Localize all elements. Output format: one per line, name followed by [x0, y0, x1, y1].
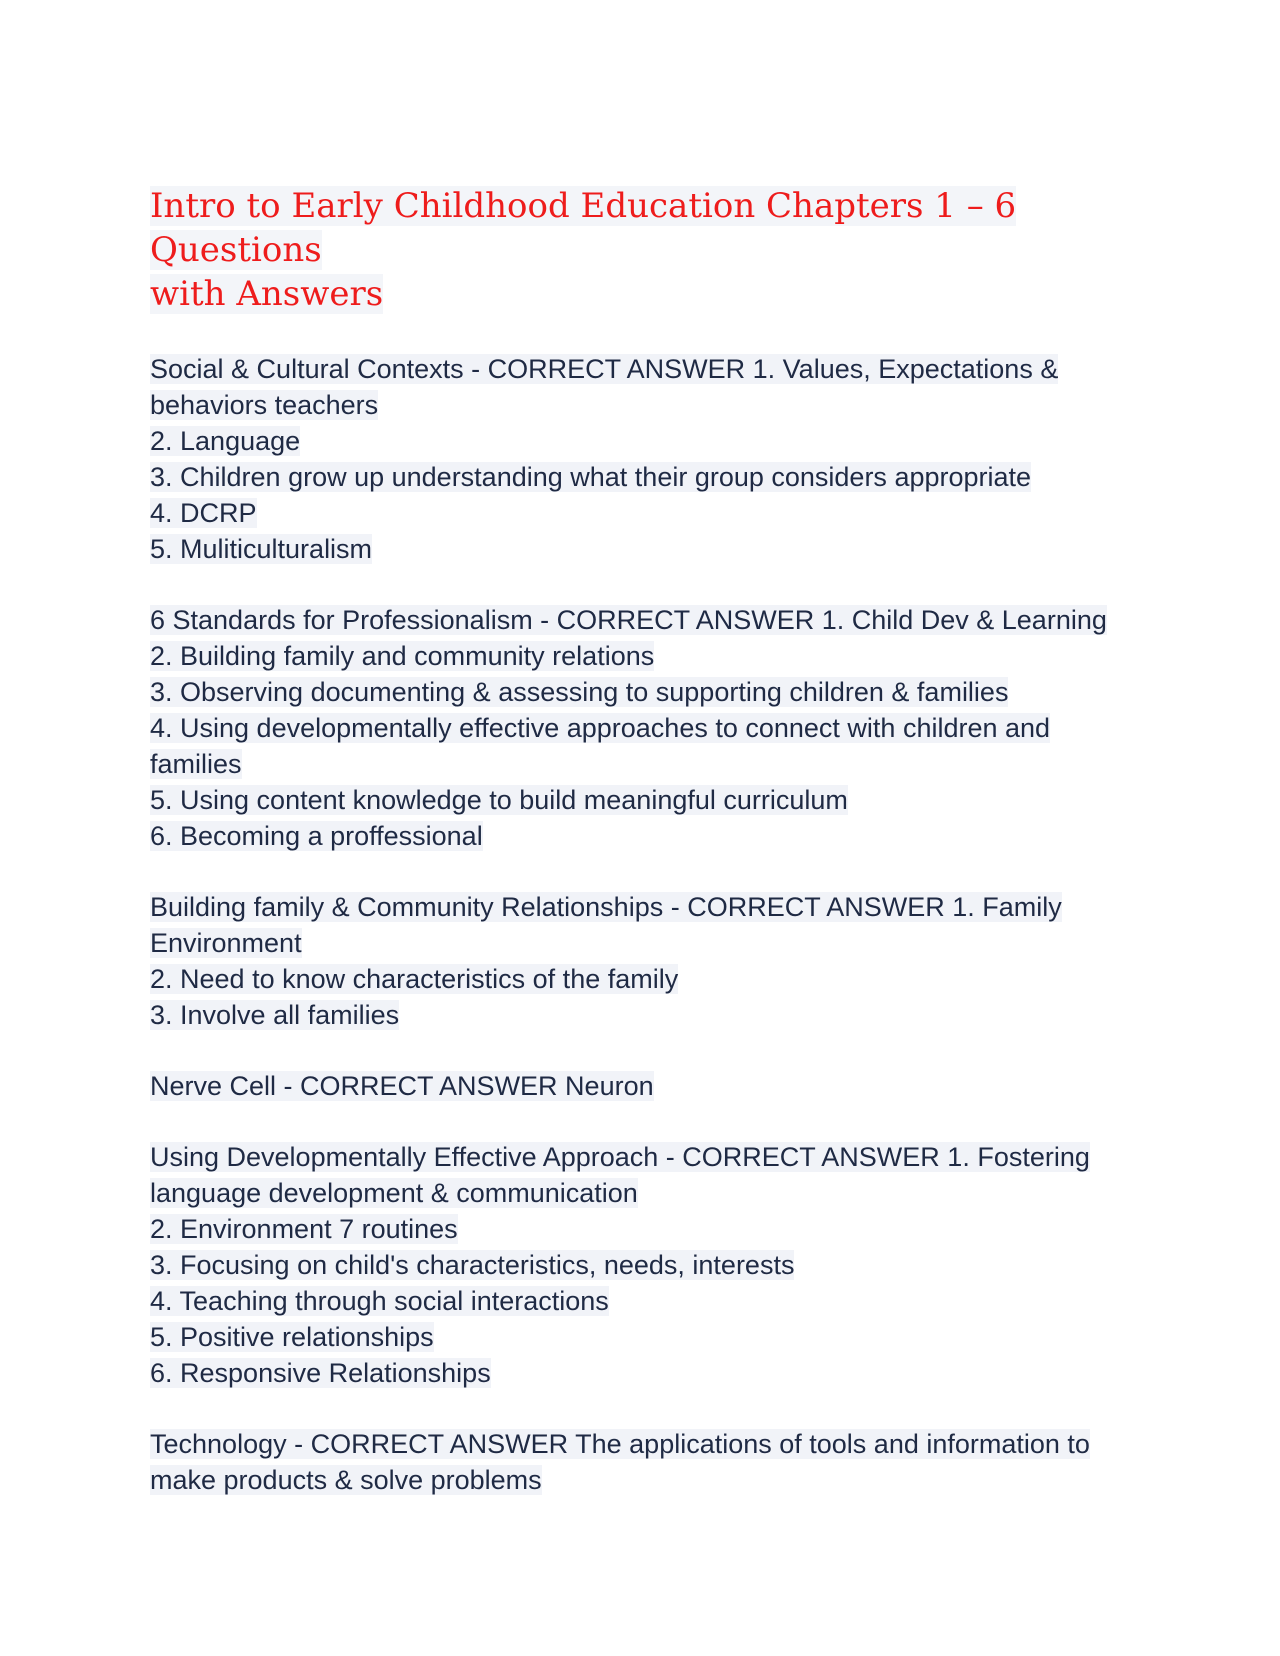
qa-line: Technology - CORRECT ANSWER The applications of tools and information to [150, 1429, 1090, 1459]
qa-line: 2. Building family and community relations [150, 641, 655, 671]
qa-line: 3. Involve all families [150, 1000, 400, 1030]
qa-line: Social & Cultural Contexts - CORRECT ANSWER 1. Values, Expectations & [150, 354, 1059, 384]
document-page [150, 184, 1150, 1498]
qa-line: make products & solve problems [150, 1465, 542, 1495]
qa-line: Using Developmentally Effective Approach - CORRECT ANSWER 1. Fostering [150, 1142, 1090, 1172]
qa-line: 5. Muliticulturalism [150, 534, 373, 564]
qa-line: Environment [150, 928, 302, 958]
qa-line: Nerve Cell - CORRECT ANSWER Neuron [150, 1071, 654, 1101]
qa-block-developmentally-effective [150, 1139, 1150, 1391]
qa-line: 4. DCRP [150, 498, 257, 528]
qa-block-social-cultural-contexts [150, 351, 1150, 567]
qa-block-technology [150, 1426, 1150, 1498]
qa-block-nerve-cell [150, 1068, 1150, 1104]
qa-line: 4. Using developmentally effective approaches to connect with children and [150, 713, 1051, 743]
qa-line: 6. Becoming a proffessional [150, 821, 483, 851]
qa-line: 4. Teaching through social interactions [150, 1286, 609, 1316]
qa-line: 6. Responsive Relationships [150, 1358, 491, 1388]
qa-line: 3. Observing documenting & assessing to supporting children & families [150, 677, 1009, 707]
qa-line: language development & communication [150, 1178, 638, 1208]
qa-line: 3. Children grow up understanding what their group considers appropriate [150, 462, 1032, 492]
qa-line: 3. Focusing on child's characteristics, needs, interests [150, 1250, 795, 1280]
qa-line: families [150, 749, 242, 779]
qa-line: 2. Language [150, 426, 301, 456]
title-line: Intro to Early Childhood Education Chapters 1 – 6 Questions [150, 186, 1017, 270]
title-line: with Answers [150, 274, 384, 314]
qa-line: Building family & Community Relationships - CORRECT ANSWER 1. Family [150, 892, 1062, 922]
qa-line: 5. Positive relationships [150, 1322, 434, 1352]
document-title [150, 184, 1150, 316]
qa-line: 5. Using content knowledge to build meaningful curriculum [150, 785, 848, 815]
qa-line: 2. Need to know characteristics of the family [150, 964, 679, 994]
qa-block-family-community [150, 889, 1150, 1033]
qa-line: 6 Standards for Professionalism - CORRECT ANSWER 1. Child Dev & Learning [150, 605, 1107, 635]
qa-line: behaviors teachers [150, 390, 379, 420]
qa-block-standards-professionalism [150, 602, 1150, 854]
qa-line: 2. Environment 7 routines [150, 1214, 458, 1244]
